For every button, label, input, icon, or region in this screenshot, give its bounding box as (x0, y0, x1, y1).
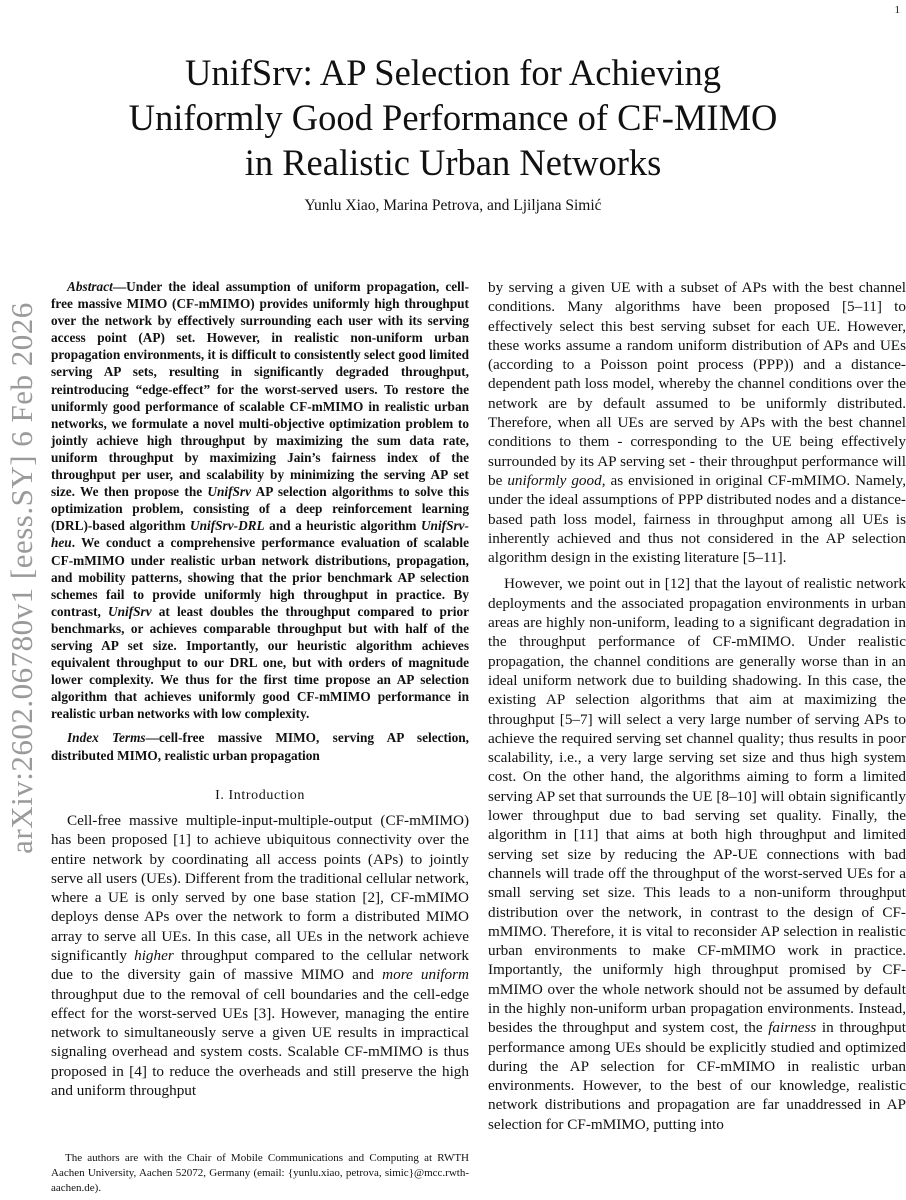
intro-paragraph-1 (51, 811, 469, 1100)
intro-p2-emph: fairness (768, 1019, 817, 1037)
author-list: Yunlu Xiao, Marina Petrova, and Ljiljana Simić (304, 197, 602, 214)
abstract-emph-4: UnifSrv (108, 603, 152, 619)
abstract (51, 278, 469, 722)
index-terms-label: Index Terms (67, 730, 146, 746)
abstract-text-5: at least doubles the throughput compared to prior benchmarks, or achieves comparable throughput but with half of the serving AP set size. Importantly, our heuristic algorithm achieves equivalent throughput to our DRL one, but with orders of magnitude lower complexity. We thus for the first time propose an AP selection algorithm that achieves uniformly good CF-mMIMO performance in realistic urban networks with low complexity. (51, 603, 469, 722)
abstract-text-1: —Under the ideal assumption of uniform propagation, cell-free massive MIMO (CF-mMIMO) provides uniformly high throughput over the network by effectively surrounding each user with its serving access point (AP) set. However, in realistic non-uniform urban propagation environments, it is difficult to consistently select good limited serving AP sets, resulting in significantly degraded throughput, reintroducing “edge-effect” for the worst-served users. To restore the uniformly good performance of scalable CF-mMIMO in realistic urban networks, we formulate a novel multi-objective optimization problem to jointly achieve high throughput by maximizing the sum data rate, uniform throughput by maximizing Jain’s fairness index of the throughput per user, and scalability by minimizing the serving AP set size. We then propose the (51, 279, 469, 500)
page-number: 1 (894, 4, 900, 16)
paper-title (60, 50, 846, 185)
intro-p1-text-c: throughput due to the removal of cell boundaries and the cell-edge effect for the worst-served UEs [3]. However, managing the entire network to simultaneously serve a given UE results in impractical signaling overhead and system costs. Scalable CF-mMIMO is thus proposed in [4] to reduce the overheads and still preserve the high and uniform throughput (51, 985, 469, 1100)
abstract-emph-2: UnifSrv-DRL (190, 518, 265, 534)
footnote: The authors are with the Chair of Mobile Communications and Computing at RWTH Aachen University, Aachen 52072, Germany (email: {yunlu.xiao, petrova, simic}@mcc.rwth-aachen.de). (51, 1152, 469, 1194)
abstract-text-4: . We conduct a comprehensive performance evaluation of scalable CF-mMIMO under realistic urban network distributions, propagation, and mobility patterns, showing that the prior benchmark AP selection schemes fail to provide uniformly high throughput in practice. By contrast, (51, 535, 469, 619)
intro-p1-emph-2: more uniform (382, 966, 469, 984)
abstract-text-2: AP selection algorithms to solve this optimization problem, consisting of a deep reinforcement learning (DRL)-based algorithm (51, 484, 469, 534)
title-line-1: UnifSrv: AP Selection for Achieving (185, 52, 721, 93)
intro-p1-text-b: throughput compared to the cellular network due to the diversity gain of massive MIMO and (51, 947, 469, 984)
index-terms-text: —cell-free massive MIMO, serving AP selection, distributed MIMO, realistic urban propagation (51, 730, 469, 763)
section-heading-introduction: I. Introduction (215, 787, 305, 803)
intro-paragraph-1-continued (488, 278, 906, 567)
title-line-2: Uniformly Good Performance of CF-MIMO (128, 97, 778, 138)
title-line-3: in Realistic Urban Networks (244, 142, 662, 183)
intro-p1-text-d: , as envisioned in original CF-mMIMO. Namely, under the ideal assumptions of PPP distributed nodes and a distance-based path loss model, fairness in throughput among all UEs is inherently achieved and thus not considered in the AP selection algorithm design in the existing literature [5–11]. (488, 471, 906, 567)
abstract-text-3: and a heuristic algorithm (264, 518, 421, 534)
intro-p1-emph-3: uniformly good (507, 471, 602, 489)
intro-paragraph-2 (488, 574, 906, 1134)
right-column (488, 278, 906, 1134)
left-column (51, 278, 469, 1100)
intro-p1-text-a: Cell-free massive multiple-input-multiple-output (CF-mMIMO) has been proposed [1] to achieve ubiquitous connectivity over the entire network by coordinating all access points (APs) to jointly serve all users (UEs). Different from the traditional cellular network, where a UE is only served by one base station [2], CF-mMIMO deploys dense APs over the network to form a distributed MIMO array to serve all UEs. In this case, all UEs in the network achieve significantly (51, 811, 469, 964)
intro-p2-text-a: However, we point out in [12] that the layout of realistic network deployments and the associated propagation environments in urban areas are highly non-uniform, leading to a significant degradation in the throughput performance of CF-mMIMO. Under realistic propagation, the channel conditions are generally worse than in an ideal uniform network due to building shadowing. In this case, the existing AP selection algorithms that aim at maximizing the throughput [5–7] will select a very large number of serving APs to achieve the required serving set channel quality; thus results in poor scalability, i.e., a very large serving set size and thus high system cost. On the other hand, the algorithms aiming to form a limited serving AP set that surrounds the UE [8–10] will obtain significantly lower throughput due to bad serving set quality. Finally, the algorithm in [11] that aims at both high throughput and limited serving set size by reducing the AP-UE connections with bad channels will trade off the throughput of the worst-served UEs for a small serving set size. This leads to a non-uniform throughput distribution over the network, in contrast to the design of CF-mMIMO. Therefore, it is vital to reconsider AP selection in realistic urban environments to make CF-mMIMO work in practice. Importantly, the uniformly high throughput promised by CF-mMIMO over the whole network should not be assumed by default in the highly non-uniform urban propagation environments. Instead, besides the throughput and system cost, the (488, 575, 906, 1037)
abstract-label: Abstract (67, 279, 113, 294)
index-terms (51, 729, 469, 763)
intro-p1-text-c2: by serving a given UE with a subset of APs with the best channel conditions. Many algorithms have been proposed [5–11] to effectively select this best serving subset for each UE. However, these works assume a random uniform distribution of APs and UEs (according to a Poisson point process (PPP)) and a distance-dependent path loss model, whereby the channel conditions over the network are by default assumed to be uniformly distributed. Therefore, when all UEs are served by APs with the best channel conditions to them - corresponding to the UE being effectively surrounded by its AP serving set - their throughput performance will be (488, 279, 906, 489)
abstract-emph-1: UnifSrv (207, 484, 252, 500)
intro-p2-text-b: in throughput performance among UEs should be explicitly studied and optimized during the AP selection for CF-mMIMO in realistic urban environments. However, to the best of our knowledge, realistic network distributions and propagation are far unaddressed in AP selection for CF-mMIMO, putting into (488, 1019, 906, 1133)
abstract-emph-3: UnifSrv-heu (51, 518, 469, 551)
intro-p1-emph-1: higher (134, 947, 174, 964)
arxiv-identifier: arXiv:2602.06780v1 [eess.SY] 6 Feb 2026 (4, 302, 39, 854)
